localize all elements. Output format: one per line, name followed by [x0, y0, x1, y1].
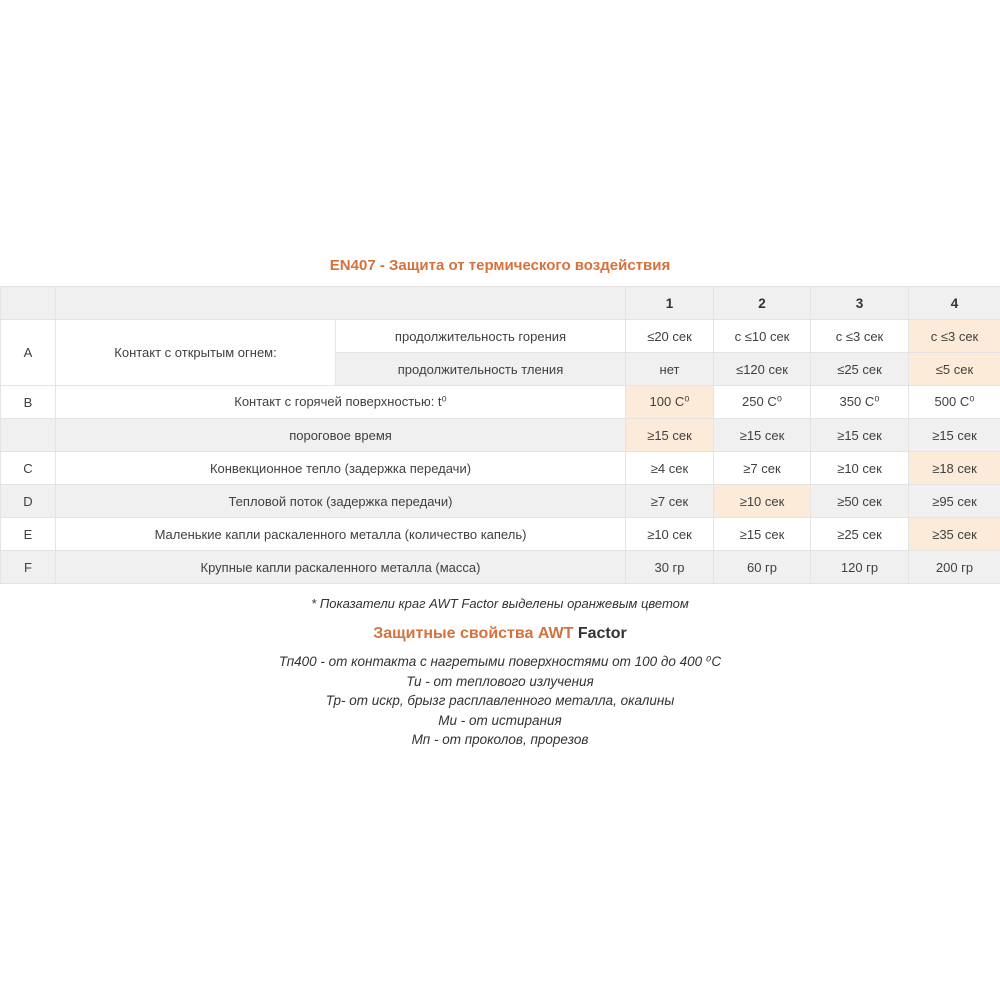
row-letter: F — [1, 551, 56, 584]
value-cell-highlighted: ≥18 сек — [909, 452, 1000, 485]
value-cell: 350 C⁰ — [811, 386, 909, 419]
table-row-a-burning — [1, 320, 1000, 353]
table-row-c — [1, 452, 1000, 485]
row-description: Конвекционное тепло (задержка передачи) — [56, 452, 626, 485]
table-row-f — [1, 551, 1000, 584]
value-cell: ≥7 сек — [626, 485, 714, 518]
value-cell: 120 гр — [811, 551, 909, 584]
property-item: Мп - от проколов, прорезов — [411, 732, 589, 747]
row-letter: C — [1, 452, 56, 485]
col-header-2: 2 — [714, 287, 811, 320]
row-sub-label: продолжительность тления — [336, 353, 626, 386]
value-cell: 250 C⁰ — [714, 386, 811, 419]
value-cell: 200 гр — [909, 551, 1000, 584]
value-cell-highlighted: ≥35 сек — [909, 518, 1000, 551]
value-cell: 30 гр — [626, 551, 714, 584]
value-cell: 60 гр — [714, 551, 811, 584]
value-cell: ≥15 сек — [909, 419, 1000, 452]
row-letter — [1, 419, 56, 452]
property-item: Тр- от искр, брызг расплавленного металла, окалины — [325, 693, 675, 708]
value-cell-highlighted: ≥15 сек — [626, 419, 714, 452]
row-letter: B — [1, 386, 56, 419]
row-description: Маленькие капли раскаленного металла (количество капель) — [56, 518, 626, 551]
row-letter: A — [1, 320, 56, 386]
value-cell: ≥15 сек — [714, 419, 811, 452]
row-description: Контакт с открытым огнем: — [56, 320, 336, 386]
en407-table — [0, 286, 1000, 584]
row-description: Контакт с горячей поверхностью: t⁰ — [56, 386, 626, 419]
row-description: Тепловой поток (задержка передачи) — [56, 485, 626, 518]
value-cell-highlighted: ≥10 сек — [714, 485, 811, 518]
value-cell: нет — [626, 353, 714, 386]
corner-cell — [56, 287, 626, 320]
value-cell: ≥95 сек — [909, 485, 1000, 518]
value-cell: ≥25 сек — [811, 518, 909, 551]
value-cell: ≥15 сек — [714, 518, 811, 551]
row-letter: E — [1, 518, 56, 551]
page-title: EN407 - Защита от термического воздействия — [329, 257, 671, 274]
value-cell: ≤25 сек — [811, 353, 909, 386]
table-row-b — [1, 386, 1000, 419]
value-cell: с ≤10 сек — [714, 320, 811, 353]
value-cell: ≤120 сек — [714, 353, 811, 386]
protective-properties-heading — [0, 625, 1000, 643]
value-cell: ≥10 сек — [811, 452, 909, 485]
heading-dark-part: Factor — [573, 625, 627, 642]
col-header-4: 4 — [909, 287, 1000, 320]
property-item: Ми - от истирания — [438, 712, 562, 728]
property-item: Ти - от теплового излучения — [406, 673, 594, 689]
value-cell: ≤20 сек — [626, 320, 714, 353]
value-cell: с ≤3 сек — [811, 320, 909, 353]
row-sub-label: продолжительность горения — [336, 320, 626, 353]
value-cell-highlighted: ≤5 сек — [909, 353, 1000, 386]
awt-factor-footnote: * Показатели краг AWT Factor выделены оранжевым цветом — [311, 596, 689, 611]
value-cell: 500 C⁰ — [909, 386, 1000, 419]
value-cell: ≥15 сек — [811, 419, 909, 452]
table-header-row — [1, 287, 1000, 320]
property-item: Тп400 - от контакта с нагретыми поверхностями от 100 до 400 ⁰С — [278, 654, 722, 669]
table-row-d — [1, 485, 1000, 518]
protective-properties-list — [0, 652, 1000, 750]
value-cell: ≥50 сек — [811, 485, 909, 518]
table-row-e — [1, 518, 1000, 551]
corner-cell — [1, 287, 56, 320]
row-description: пороговое время — [56, 419, 626, 452]
value-cell: ≥4 сек — [626, 452, 714, 485]
row-description: Крупные капли раскаленного металла (масса) — [56, 551, 626, 584]
heading-orange-part: Защитные свойства AWT — [373, 625, 574, 642]
value-cell-highlighted: с ≤3 сек — [909, 320, 1000, 353]
value-cell: ≥7 сек — [714, 452, 811, 485]
value-cell-highlighted: 100 C⁰ — [626, 386, 714, 419]
col-header-1: 1 — [626, 287, 714, 320]
value-cell: ≥10 сек — [626, 518, 714, 551]
col-header-3: 3 — [811, 287, 909, 320]
table-row-threshold-time — [1, 419, 1000, 452]
row-letter: D — [1, 485, 56, 518]
